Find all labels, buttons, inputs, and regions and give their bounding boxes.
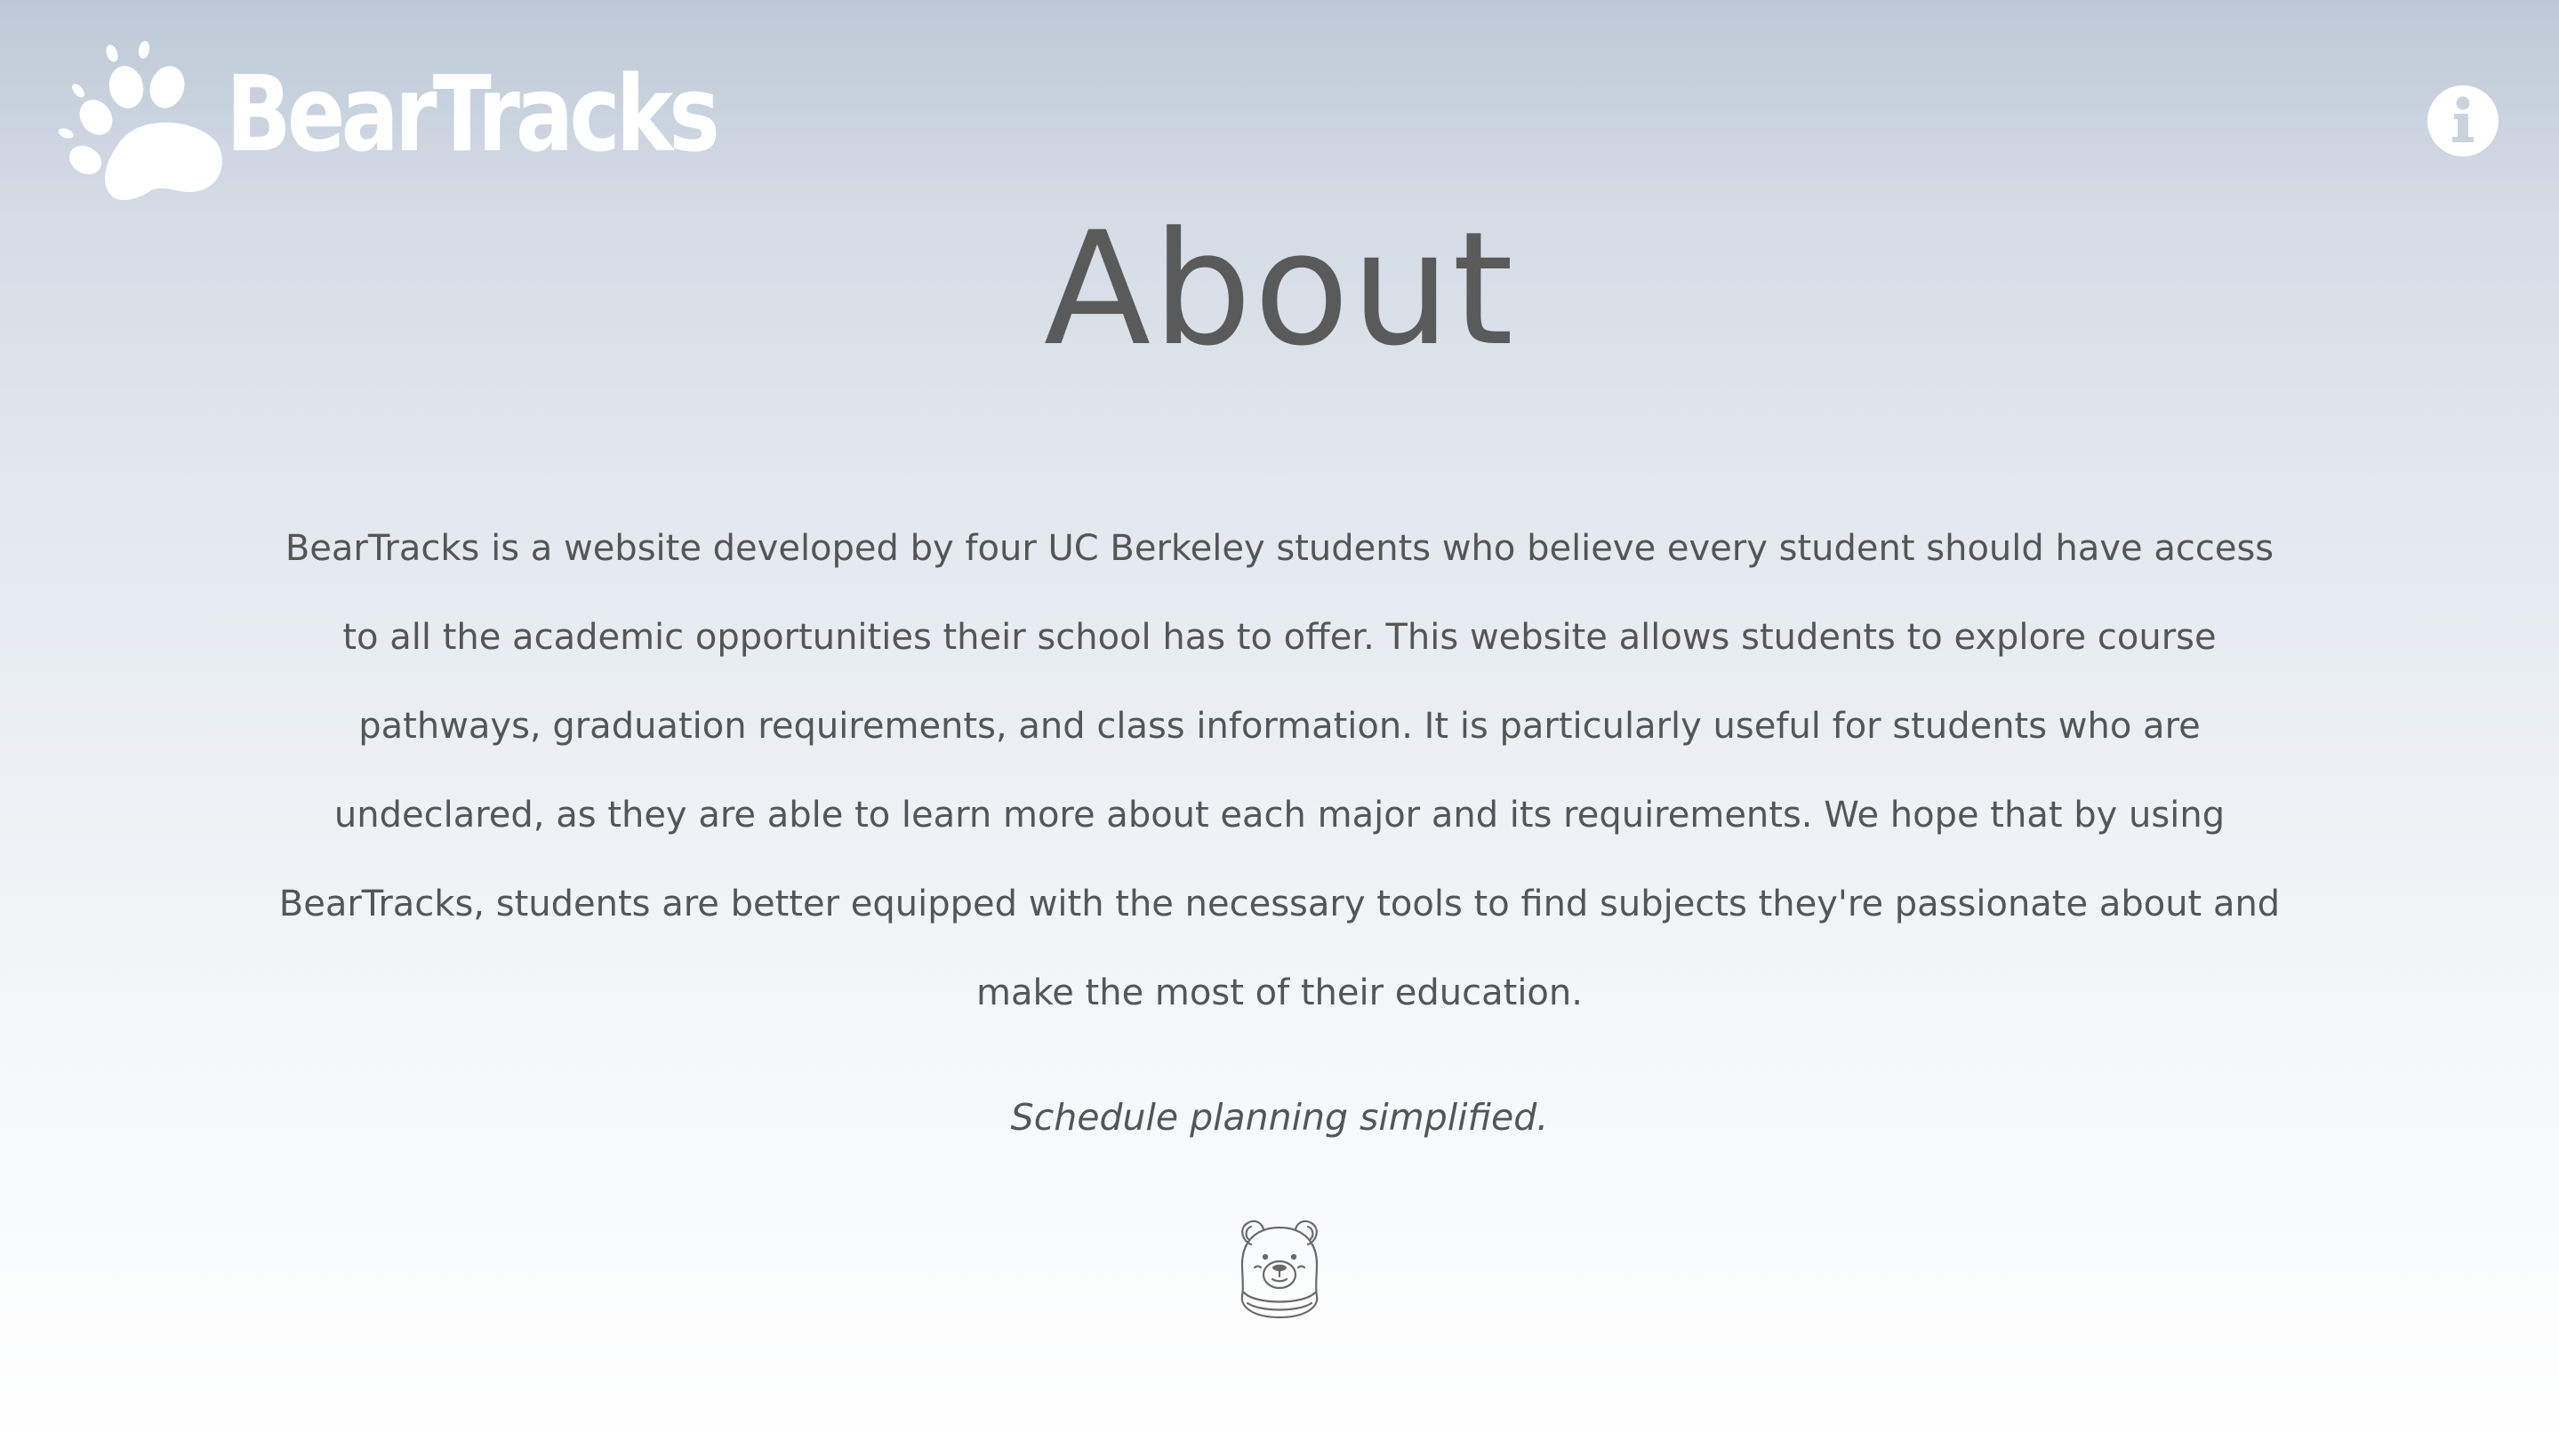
bear-face-icon xyxy=(1235,1218,1324,1321)
info-button[interactable] xyxy=(2427,85,2499,156)
brand-name: BearTracks xyxy=(226,52,716,175)
about-paragraph: BearTracks is a website developed by four UC Berkeley students who believe every student should have access to all the academic opportunities their school has to offer. This website allows students to explore course pathways, graduation requirements, and class information. It is particularly useful for students who are undeclared, as they are able to learn more about each major and its requirements. We hope that by using BearTracks, students are better equipped with the necessary tools to find subjects they're passionate about and make the most of their education. xyxy=(278,528,2281,1013)
page-title: About xyxy=(1043,198,1516,380)
brand-logo[interactable] xyxy=(59,39,716,208)
paw-print-icon xyxy=(59,41,224,206)
tagline: Schedule planning simplified. xyxy=(1010,1096,1549,1139)
info-icon xyxy=(2427,85,2499,156)
